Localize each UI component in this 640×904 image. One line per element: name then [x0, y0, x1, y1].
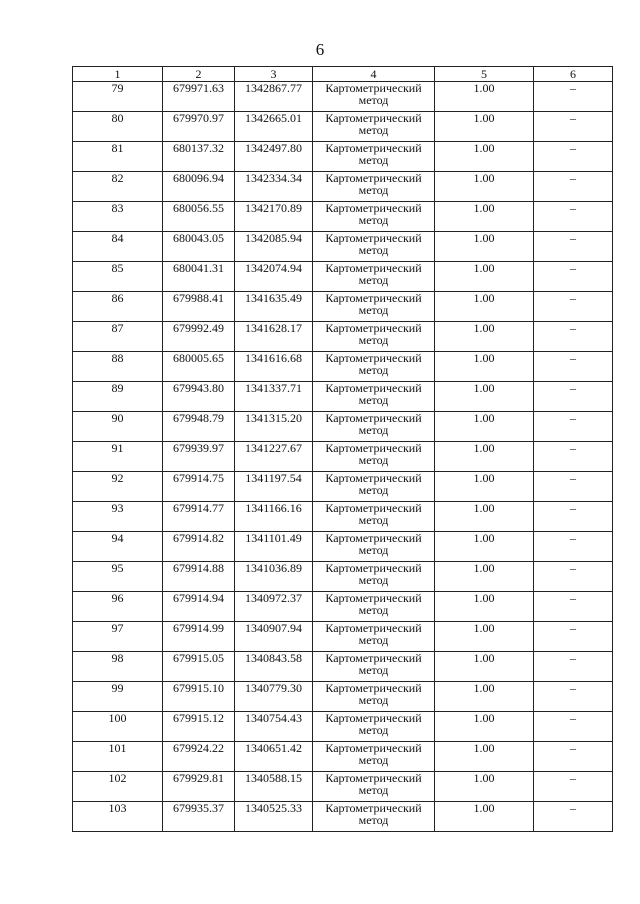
- x-coordinate-cell: 679939.97: [163, 442, 235, 472]
- note-cell: –: [534, 172, 613, 202]
- table-row: [73, 172, 613, 202]
- point-number-cell: 96: [73, 592, 163, 622]
- y-coordinate-cell: 1342665.01: [235, 112, 313, 142]
- accuracy-cell: 1.00: [435, 412, 534, 442]
- y-coordinate-cell: 1340972.37: [235, 592, 313, 622]
- y-coordinate-cell: 1340754.43: [235, 712, 313, 742]
- y-coordinate-cell: 1341337.71: [235, 382, 313, 412]
- y-coordinate-cell: 1341628.17: [235, 322, 313, 352]
- note-cell: –: [534, 382, 613, 412]
- method-cell: Картометрический метод: [313, 802, 435, 832]
- y-coordinate-cell: 1341616.68: [235, 352, 313, 382]
- x-coordinate-cell: 680043.05: [163, 232, 235, 262]
- table-row: [73, 142, 613, 172]
- method-cell: Картометрический метод: [313, 712, 435, 742]
- note-cell: –: [534, 82, 613, 112]
- method-cell: Картометрический метод: [313, 262, 435, 292]
- accuracy-cell: 1.00: [435, 82, 534, 112]
- page-number: 6: [315, 40, 325, 59]
- note-cell: –: [534, 532, 613, 562]
- y-coordinate-cell: 1342074.94: [235, 262, 313, 292]
- note-cell: –: [534, 322, 613, 352]
- point-number-cell: 98: [73, 652, 163, 682]
- accuracy-cell: 1.00: [435, 592, 534, 622]
- table-row: [73, 232, 613, 262]
- method-cell: Картометрический метод: [313, 232, 435, 262]
- accuracy-cell: 1.00: [435, 292, 534, 322]
- x-coordinate-cell: 679988.41: [163, 292, 235, 322]
- note-cell: –: [534, 802, 613, 832]
- note-cell: –: [534, 352, 613, 382]
- x-coordinate-cell: 680041.31: [163, 262, 235, 292]
- table-row: [73, 622, 613, 652]
- accuracy-cell: 1.00: [435, 172, 534, 202]
- method-cell: Картометрический метод: [313, 172, 435, 202]
- column-header-3: 3: [235, 67, 313, 82]
- table-row: [73, 292, 613, 322]
- y-coordinate-cell: 1342497.80: [235, 142, 313, 172]
- x-coordinate-cell: 679914.88: [163, 562, 235, 592]
- x-coordinate-cell: 679935.37: [163, 802, 235, 832]
- accuracy-cell: 1.00: [435, 772, 534, 802]
- note-cell: –: [534, 652, 613, 682]
- method-cell: Картометрический метод: [313, 292, 435, 322]
- accuracy-cell: 1.00: [435, 622, 534, 652]
- point-number-cell: 102: [73, 772, 163, 802]
- note-cell: –: [534, 682, 613, 712]
- x-coordinate-cell: 679970.97: [163, 112, 235, 142]
- method-cell: Картометрический метод: [313, 592, 435, 622]
- method-cell: Картометрический метод: [313, 412, 435, 442]
- table-row: [73, 742, 613, 772]
- accuracy-cell: 1.00: [435, 712, 534, 742]
- note-cell: –: [534, 202, 613, 232]
- table-row: [73, 82, 613, 112]
- accuracy-cell: 1.00: [435, 562, 534, 592]
- x-coordinate-cell: 679924.22: [163, 742, 235, 772]
- method-cell: Картометрический метод: [313, 562, 435, 592]
- x-coordinate-cell: 679971.63: [163, 82, 235, 112]
- table-row: [73, 262, 613, 292]
- column-header-5: 5: [435, 67, 534, 82]
- table-row: [73, 712, 613, 742]
- y-coordinate-cell: 1341036.89: [235, 562, 313, 592]
- note-cell: –: [534, 562, 613, 592]
- note-cell: –: [534, 592, 613, 622]
- y-coordinate-cell: 1340651.42: [235, 742, 313, 772]
- table-row: [73, 532, 613, 562]
- point-number-cell: 86: [73, 292, 163, 322]
- y-coordinate-cell: 1340907.94: [235, 622, 313, 652]
- table-row: [73, 202, 613, 232]
- method-cell: Картометрический метод: [313, 772, 435, 802]
- x-coordinate-cell: 679914.99: [163, 622, 235, 652]
- method-cell: Картометрический метод: [313, 532, 435, 562]
- y-coordinate-cell: 1342334.34: [235, 172, 313, 202]
- x-coordinate-cell: 679915.12: [163, 712, 235, 742]
- coordinates-table: [72, 66, 613, 832]
- point-number-cell: 81: [73, 142, 163, 172]
- y-coordinate-cell: 1342170.89: [235, 202, 313, 232]
- table-header-row: [73, 67, 613, 82]
- x-coordinate-cell: 680056.55: [163, 202, 235, 232]
- accuracy-cell: 1.00: [435, 532, 534, 562]
- point-number-cell: 101: [73, 742, 163, 772]
- y-coordinate-cell: 1340779.30: [235, 682, 313, 712]
- table-row: [73, 802, 613, 832]
- point-number-cell: 89: [73, 382, 163, 412]
- point-number-cell: 99: [73, 682, 163, 712]
- accuracy-cell: 1.00: [435, 472, 534, 502]
- accuracy-cell: 1.00: [435, 442, 534, 472]
- x-coordinate-cell: 679915.05: [163, 652, 235, 682]
- column-header-6: 6: [534, 67, 613, 82]
- method-cell: Картометрический метод: [313, 82, 435, 112]
- x-coordinate-cell: 679943.80: [163, 382, 235, 412]
- x-coordinate-cell: 680137.32: [163, 142, 235, 172]
- note-cell: –: [534, 142, 613, 172]
- x-coordinate-cell: 679914.82: [163, 532, 235, 562]
- table-row: [73, 352, 613, 382]
- note-cell: –: [534, 472, 613, 502]
- point-number-cell: 93: [73, 502, 163, 532]
- note-cell: –: [534, 442, 613, 472]
- table-row: [73, 652, 613, 682]
- y-coordinate-cell: 1341315.20: [235, 412, 313, 442]
- point-number-cell: 91: [73, 442, 163, 472]
- table-row: [73, 442, 613, 472]
- accuracy-cell: 1.00: [435, 112, 534, 142]
- note-cell: –: [534, 502, 613, 532]
- accuracy-cell: 1.00: [435, 502, 534, 532]
- y-coordinate-cell: 1340588.15: [235, 772, 313, 802]
- point-number-cell: 88: [73, 352, 163, 382]
- x-coordinate-cell: 679914.94: [163, 592, 235, 622]
- column-header-2: 2: [163, 67, 235, 82]
- method-cell: Картометрический метод: [313, 322, 435, 352]
- note-cell: –: [534, 232, 613, 262]
- x-coordinate-cell: 679948.79: [163, 412, 235, 442]
- accuracy-cell: 1.00: [435, 322, 534, 352]
- table-row: [73, 412, 613, 442]
- y-coordinate-cell: 1342085.94: [235, 232, 313, 262]
- note-cell: –: [534, 622, 613, 652]
- table-row: [73, 322, 613, 352]
- note-cell: –: [534, 742, 613, 772]
- accuracy-cell: 1.00: [435, 262, 534, 292]
- table-row: [73, 112, 613, 142]
- note-cell: –: [534, 262, 613, 292]
- point-number-cell: 87: [73, 322, 163, 352]
- method-cell: Картометрический метод: [313, 202, 435, 232]
- y-coordinate-cell: 1340525.33: [235, 802, 313, 832]
- accuracy-cell: 1.00: [435, 352, 534, 382]
- point-number-cell: 83: [73, 202, 163, 232]
- point-number-cell: 85: [73, 262, 163, 292]
- method-cell: Картометрический метод: [313, 742, 435, 772]
- method-cell: Картометрический метод: [313, 112, 435, 142]
- note-cell: –: [534, 712, 613, 742]
- x-coordinate-cell: 680096.94: [163, 172, 235, 202]
- accuracy-cell: 1.00: [435, 382, 534, 412]
- method-cell: Картометрический метод: [313, 502, 435, 532]
- table-row: [73, 382, 613, 412]
- note-cell: –: [534, 292, 613, 322]
- note-cell: –: [534, 412, 613, 442]
- point-number-cell: 103: [73, 802, 163, 832]
- accuracy-cell: 1.00: [435, 742, 534, 772]
- y-coordinate-cell: 1341227.67: [235, 442, 313, 472]
- table-row: [73, 502, 613, 532]
- y-coordinate-cell: 1341635.49: [235, 292, 313, 322]
- table-row: [73, 592, 613, 622]
- y-coordinate-cell: 1341166.16: [235, 502, 313, 532]
- table-row: [73, 682, 613, 712]
- x-coordinate-cell: 679992.49: [163, 322, 235, 352]
- x-coordinate-cell: 679929.81: [163, 772, 235, 802]
- y-coordinate-cell: 1341197.54: [235, 472, 313, 502]
- method-cell: Картометрический метод: [313, 382, 435, 412]
- column-header-4: 4: [313, 67, 435, 82]
- accuracy-cell: 1.00: [435, 682, 534, 712]
- point-number-cell: 95: [73, 562, 163, 592]
- table-row: [73, 562, 613, 592]
- y-coordinate-cell: 1341101.49: [235, 532, 313, 562]
- method-cell: Картометрический метод: [313, 442, 435, 472]
- point-number-cell: 100: [73, 712, 163, 742]
- point-number-cell: 82: [73, 172, 163, 202]
- method-cell: Картометрический метод: [313, 352, 435, 382]
- x-coordinate-cell: 679914.77: [163, 502, 235, 532]
- accuracy-cell: 1.00: [435, 232, 534, 262]
- method-cell: Картометрический метод: [313, 682, 435, 712]
- x-coordinate-cell: 680005.65: [163, 352, 235, 382]
- point-number-cell: 80: [73, 112, 163, 142]
- table-row: [73, 472, 613, 502]
- point-number-cell: 97: [73, 622, 163, 652]
- accuracy-cell: 1.00: [435, 802, 534, 832]
- point-number-cell: 94: [73, 532, 163, 562]
- note-cell: –: [534, 772, 613, 802]
- y-coordinate-cell: 1340843.58: [235, 652, 313, 682]
- column-header-1: 1: [73, 67, 163, 82]
- table-row: [73, 772, 613, 802]
- x-coordinate-cell: 679915.10: [163, 682, 235, 712]
- point-number-cell: 90: [73, 412, 163, 442]
- note-cell: –: [534, 112, 613, 142]
- accuracy-cell: 1.00: [435, 652, 534, 682]
- point-number-cell: 92: [73, 472, 163, 502]
- method-cell: Картометрический метод: [313, 472, 435, 502]
- method-cell: Картометрический метод: [313, 652, 435, 682]
- method-cell: Картометрический метод: [313, 622, 435, 652]
- accuracy-cell: 1.00: [435, 142, 534, 172]
- y-coordinate-cell: 1342867.77: [235, 82, 313, 112]
- x-coordinate-cell: 679914.75: [163, 472, 235, 502]
- method-cell: Картометрический метод: [313, 142, 435, 172]
- accuracy-cell: 1.00: [435, 202, 534, 232]
- point-number-cell: 84: [73, 232, 163, 262]
- point-number-cell: 79: [73, 82, 163, 112]
